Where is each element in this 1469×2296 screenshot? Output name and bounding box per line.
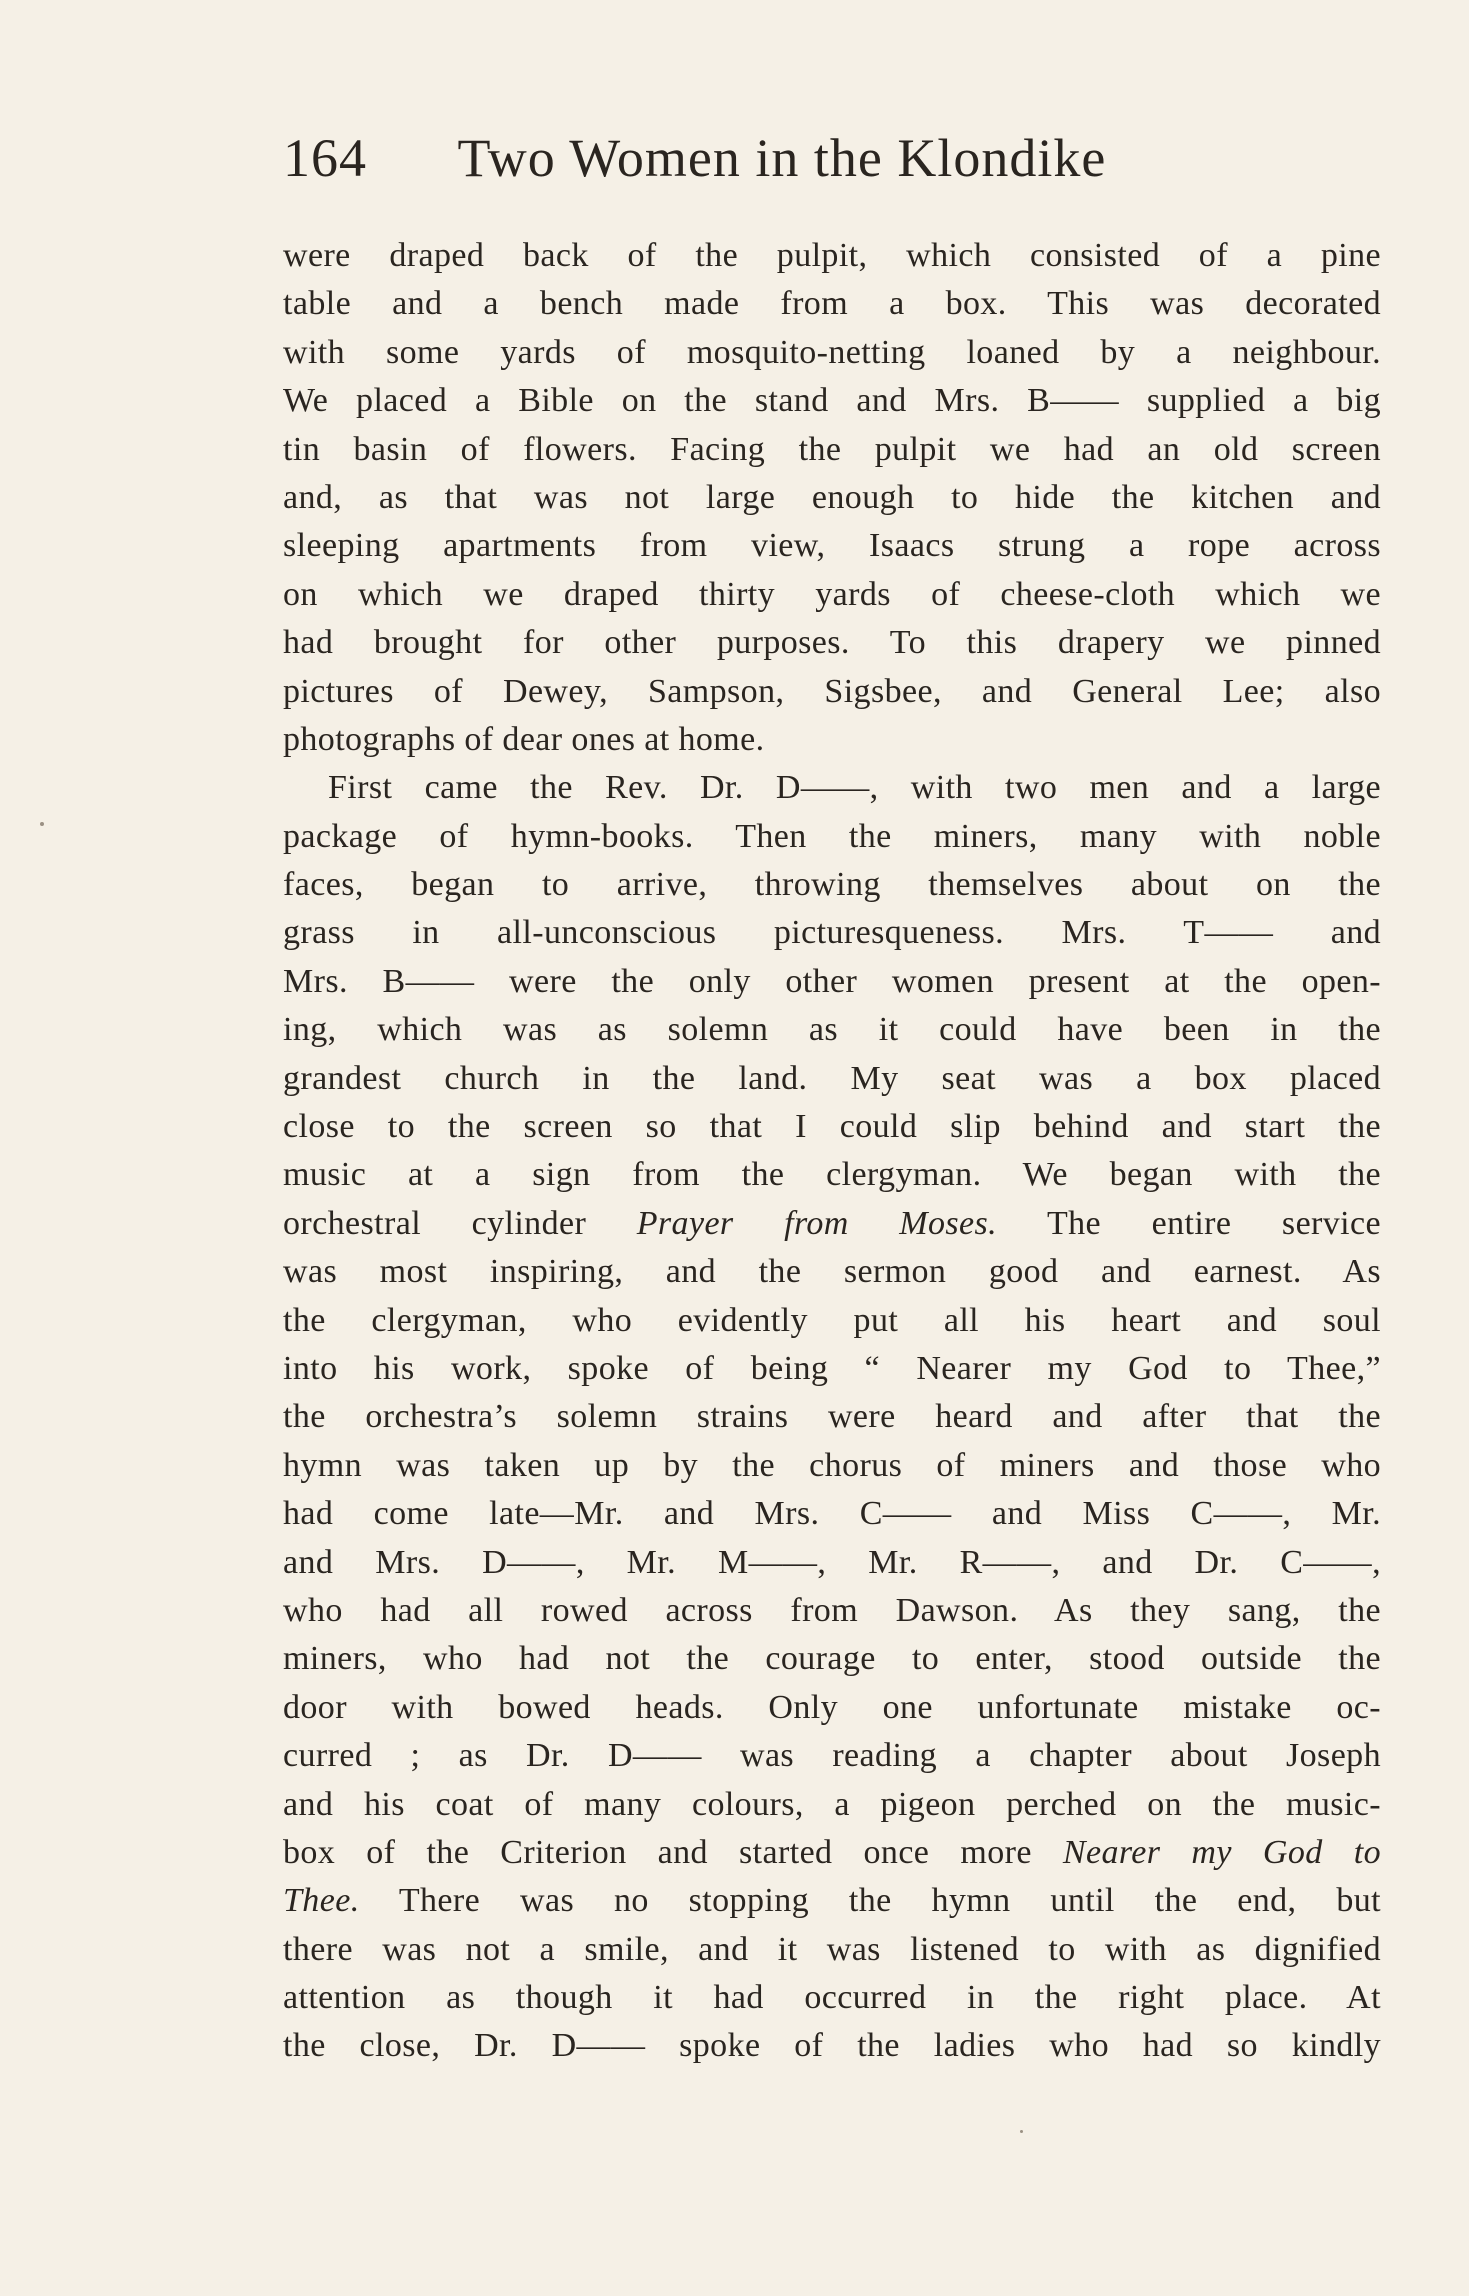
running-title: Two Women in the Klondike — [457, 128, 1107, 188]
paragraph-1 — [283, 232, 1381, 764]
text-line: and his coat of many colours, a pigeon perched on the music- — [283, 1785, 1381, 1823]
running-header — [283, 118, 1383, 198]
text-run: There was no stopping the hymn until the end, but — [359, 1882, 1381, 1920]
text-line — [283, 1829, 1381, 1877]
text-line: grass in all-unconscious picturesqueness. Mrs. T—— and — [283, 914, 1381, 952]
text-line: ing, which was as solemn as it could have been in the — [283, 1011, 1381, 1049]
italic-title: Prayer from Moses. — [636, 1204, 998, 1242]
text-line: sleeping apartments from view, Isaacs strung a rope across — [283, 527, 1381, 565]
text-run: orchestral cylinder — [283, 1204, 637, 1242]
text-line: and, as that was not large enough to hide the kitchen and — [283, 478, 1381, 516]
text-line: curred ; as Dr. D—— was reading a chapter about Joseph — [283, 1737, 1381, 1775]
italic-title: Thee. — [283, 1882, 360, 1920]
text-line: tin basin of flowers. Facing the pulpit we had an old screen — [283, 430, 1381, 468]
text-line: First came the Rev. Dr. D——, with two men and a large — [328, 769, 1381, 807]
paper-speck — [40, 822, 44, 826]
text-line: the clergyman, who evidently put all his heart and soul — [283, 1301, 1381, 1339]
text-line: into his work, spoke of being “ Nearer my God to Thee,” — [283, 1349, 1381, 1387]
body-text — [283, 232, 1381, 2071]
text-run: The entire service — [997, 1204, 1382, 1242]
text-line: were draped back of the pulpit, which consisted of a pine — [283, 237, 1381, 274]
text-line: had brought for other purposes. To this drapery we pinned — [283, 624, 1381, 662]
text-line: pictures of Dewey, Sampson, Sigsbee, and General Lee; also — [283, 672, 1381, 710]
text-line: grandest church in the land. My seat was a box placed — [283, 1059, 1381, 1097]
text-line: the close, Dr. D—— spoke of the ladies who had so kindly — [283, 2027, 1381, 2065]
text-line: had come late—Mr. and Mrs. C—— and Miss C——, Mr. — [283, 1495, 1381, 1533]
text-line: close to the screen so that I could slip behind and start the — [283, 1108, 1381, 1146]
text-line: who had all rowed across from Dawson. As they sang, the — [283, 1591, 1381, 1629]
text-line: the orchestra’s solemn strains were heard and after that the — [283, 1398, 1381, 1436]
text-line: was most inspiring, and the sermon good and earnest. As — [283, 1253, 1381, 1291]
text-line: faces, began to arrive, throwing themselves about on the — [283, 866, 1381, 904]
italic-title: Nearer my God to — [1062, 1833, 1381, 1871]
text-line: miners, who had not the courage to enter, stood outside the — [283, 1640, 1381, 1678]
text-line: table and a bench made from a box. This was decorated — [283, 285, 1381, 323]
text-line: Mrs. B—— were the only other women present at the open- — [283, 962, 1381, 1000]
text-line: and Mrs. D——, Mr. M——, Mr. R——, and Dr. C——, — [283, 1543, 1381, 1581]
text-line: hymn was taken up by the chorus of miners and those who — [283, 1446, 1381, 1484]
text-line: photographs of dear ones at home. — [283, 720, 765, 758]
paper-speck — [1020, 2130, 1023, 2133]
text-line: We placed a Bible on the stand and Mrs. B—— supplied a big — [283, 382, 1381, 420]
text-line: door with bowed heads. Only one unfortunate mistake oc- — [283, 1688, 1381, 1726]
text-line — [283, 1200, 1381, 1248]
text-line: on which we draped thirty yards of cheese-cloth which we — [283, 575, 1381, 613]
text-line: with some yards of mosquito-netting loaned by a neighbour. — [283, 333, 1381, 371]
page-number: 164 — [283, 128, 367, 188]
paragraph-2 — [283, 764, 1381, 2071]
text-line: there was not a smile, and it was listened to with as dignified — [283, 1930, 1381, 1968]
text-line — [283, 1877, 1381, 1925]
text-run: box of the Criterion and started once more — [283, 1833, 1063, 1871]
text-line: attention as though it had occurred in the right place. At — [283, 1979, 1381, 2017]
text-line: music at a sign from the clergyman. We began with the — [283, 1156, 1381, 1194]
text-line: package of hymn-books. Then the miners, many with noble — [283, 817, 1381, 855]
